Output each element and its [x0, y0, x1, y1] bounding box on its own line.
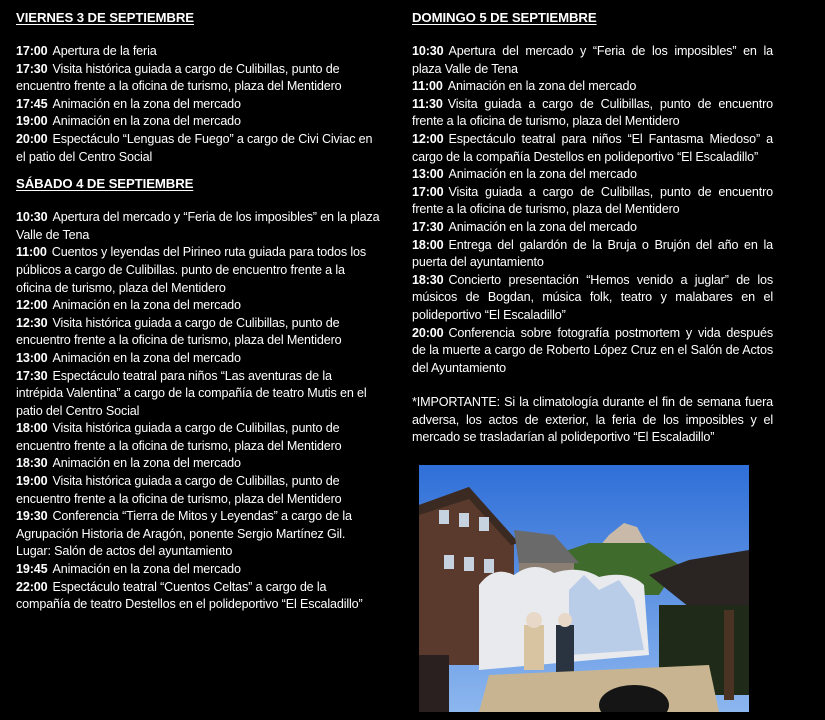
event-time: 17:30	[412, 219, 444, 234]
event-description: Apertura del mercado y “Feria de los imposibles” en la plaza Valle de Tena	[412, 44, 773, 76]
event-time: 13:00	[412, 167, 444, 182]
friday-events	[16, 43, 382, 166]
event-description: Visita histórica guiada a cargo de Culibillas, punto de encuentro frente a la oficina de turismo, plaza del Mentidero	[16, 421, 342, 453]
event-time: 19:00	[16, 114, 48, 129]
schedule-item	[412, 237, 773, 272]
schedule-item	[412, 325, 773, 378]
event-time: 19:45	[16, 562, 48, 577]
schedule-item	[16, 315, 382, 350]
event-description: Animación en la zona del mercado	[448, 167, 637, 182]
event-time: 17:00	[412, 184, 444, 199]
event-description: Conferencia “Tierra de Mitos y Leyendas” a cargo de la Agrupación Historia de Aragón, ponente Sergio Martínez Gil. Lugar: Salón de actos del ayuntamiento	[16, 509, 352, 559]
event-time: 17:30	[16, 368, 48, 383]
event-time: 11:00	[16, 245, 47, 260]
schedule-item	[16, 455, 382, 473]
left-column	[16, 0, 382, 614]
event-description: Visita guiada a cargo de Culibillas, punto de encuentro frente a la oficina de turismo, plaza del Mentidero	[412, 96, 773, 129]
schedule-item	[16, 61, 382, 96]
event-time: 10:30	[412, 44, 444, 58]
event-time: 19:30	[16, 509, 48, 524]
schedule-item	[16, 473, 382, 508]
event-description: Animación en la zona del mercado	[448, 219, 637, 234]
photo-illustration	[419, 465, 749, 712]
event-time: 12:00	[16, 298, 48, 313]
schedule-item	[412, 131, 773, 166]
day-saturday	[16, 175, 382, 614]
event-time: 11:30	[412, 96, 443, 111]
day-title-friday: VIERNES 3 DE SEPTIEMBRE	[16, 10, 194, 25]
event-time: 17:45	[16, 96, 48, 111]
actor-1-head	[526, 612, 542, 628]
schedule-item	[16, 131, 382, 166]
saturday-events	[16, 209, 382, 614]
event-time: 12:30	[16, 315, 48, 330]
important-note: *IMPORTANTE: Si la climatología durante el fin de semana fuera adversa, los actos de exterior, la feria de los imposibles y el mercado se trasladarían al polideportivo “El Escaladillo”	[412, 395, 773, 445]
event-time: 17:00	[16, 44, 48, 58]
foreground-chair	[419, 655, 449, 712]
event-photo	[419, 465, 749, 712]
event-description: Espectáculo teatral para niños “Las aventuras de la intrépida Valentina” a cargo de la compañía de teatro Mutis en el patio del Centro Social	[16, 368, 367, 418]
event-time: 13:00	[16, 350, 48, 365]
schedule-item	[16, 297, 382, 315]
day-title-saturday: SÁBADO 4 DE SEPTIEMBRE	[16, 176, 194, 192]
event-description: Apertura del mercado y “Feria de los imposibles” en la plaza Valle de Tena	[16, 210, 380, 242]
event-description: Animación en la zona del mercado	[52, 350, 241, 365]
schedule-item	[16, 43, 382, 61]
schedule-item	[412, 272, 773, 325]
event-time: 18:00	[16, 421, 48, 436]
event-description: Animación en la zona del mercado	[52, 114, 241, 129]
event-time: 20:00	[16, 131, 48, 146]
schedule-item	[16, 96, 382, 114]
schedule-item	[412, 78, 773, 96]
event-description: Espectáculo teatral para niños “El Fantasma Miedoso” a cargo de la compañía Destellos en polideportivo “El Escaladillo”	[412, 131, 773, 164]
event-description: Animación en la zona del mercado	[52, 562, 241, 577]
right-column	[412, 0, 773, 460]
schedule-item	[412, 219, 773, 237]
pavilion-post	[724, 610, 734, 700]
event-description: Visita histórica guiada a cargo de Culibillas, punto de encuentro frente a la oficina de turismo, plaza del Mentidero	[16, 474, 342, 506]
event-description: Cuentos y leyendas del Pirineo ruta guiada para todos los públicos a cargo de Culibillas. punto de encuentro frente a la oficina de turismo, plaza del Mentidero	[16, 245, 366, 295]
actor-2-head	[558, 613, 572, 627]
event-description: Entrega del galardón de la Bruja o Brujón del año en la puerta del ayuntamiento	[412, 237, 773, 270]
sunday-events	[412, 43, 773, 377]
event-description: Animación en la zona del mercado	[52, 298, 241, 313]
event-description: Animación en la zona del mercado	[52, 96, 241, 111]
schedule-item	[412, 96, 773, 131]
event-time: 12:00	[412, 131, 444, 146]
event-description: Animación en la zona del mercado	[52, 456, 241, 471]
event-time: 22:00	[16, 579, 48, 594]
event-description: Espectáculo “Lenguas de Fuego” a cargo de Civi Civiac en el patio del Centro Social	[16, 131, 373, 164]
event-time: 18:30	[412, 272, 444, 287]
event-description: Visita histórica guiada a cargo de Culibillas, punto de encuentro frente a la oficina de turismo, plaza del Mentidero	[16, 315, 342, 348]
schedule-item	[412, 184, 773, 219]
event-time: 20:00	[412, 325, 444, 340]
event-time: 10:30	[16, 210, 48, 225]
day-friday	[16, 9, 382, 166]
event-time: 17:30	[16, 61, 48, 76]
schedule-item	[16, 244, 382, 297]
schedule-item	[16, 113, 382, 131]
schedule-item	[16, 508, 382, 561]
event-description: Apertura de la feria	[52, 44, 157, 58]
event-time: 18:00	[412, 237, 444, 252]
event-description: Animación en la zona del mercado	[447, 79, 637, 94]
schedule-item	[16, 561, 382, 579]
event-description: Visita histórica guiada a cargo de Culibillas, punto de encuentro frente a la oficina de turismo, plaza del Mentidero	[16, 61, 342, 94]
event-description: Conferencia sobre fotografía postmortem y vida después de la muerte a cargo de Roberto López Cruz en el Salón de Actos del Ayuntamiento	[412, 325, 773, 375]
schedule-item	[16, 209, 382, 244]
schedule-item	[412, 166, 773, 184]
event-time: 18:30	[16, 456, 48, 471]
event-description: Concierto presentación “Hemos venido a juglar” de los músicos de Bogdan, música folk, teatro y malabares en el polideportivo “El Escaladillo”	[412, 272, 773, 322]
event-time: 19:00	[16, 474, 48, 489]
event-description: Espectáculo teatral “Cuentos Celtas” a cargo de la compañía de teatro Destellos en el polideportivo “El Escaladillo”	[16, 579, 363, 612]
day-title-sunday: DOMINGO 5 DE SEPTIEMBRE	[412, 10, 597, 25]
actor-1	[524, 625, 544, 670]
schedule-item	[412, 43, 773, 78]
schedule-item	[16, 420, 382, 455]
schedule-item	[16, 579, 382, 614]
schedule-item	[16, 368, 382, 421]
event-time: 11:00	[412, 79, 443, 94]
day-sunday	[412, 9, 773, 377]
actor-2	[556, 625, 574, 675]
event-description: Visita guiada a cargo de Culibillas, punto de encuentro frente a la oficina de turismo, plaza del Mentidero	[412, 184, 773, 217]
schedule-item	[16, 350, 382, 368]
